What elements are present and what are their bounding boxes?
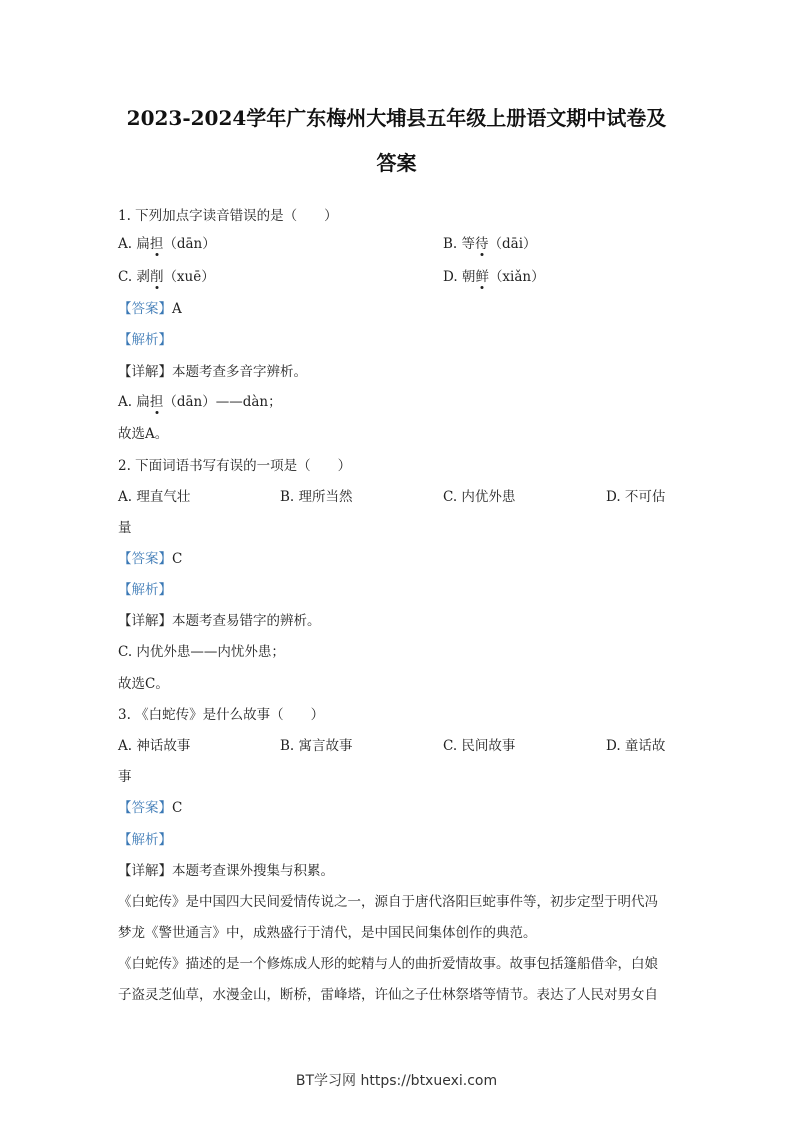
document-title-line2: 答案	[376, 151, 417, 175]
q3-analysis-label: 【解析】	[118, 832, 172, 848]
q1-option-a: A. 扁担（dān）	[118, 236, 216, 252]
q2-explanation: C. 内优外患——内忧外患；	[118, 644, 285, 660]
q3-option-d: D. 童话故	[606, 738, 666, 754]
q3-option-a: A. 神话故事	[118, 738, 191, 754]
q2-option-b: B. 理所当然	[280, 489, 353, 505]
q2-option-d: D. 不可估	[606, 489, 666, 505]
q1-answer: 【答案】A	[118, 301, 182, 317]
q3-stem: 3. 《白蛇传》是什么故事（ ）	[118, 707, 325, 723]
q3-option-c: C. 民间故事	[443, 738, 516, 754]
q3-paragraph2-line2: 子盗灵芝仙草，水漫金山，断桥，雷峰塔，许仙之子仕林祭塔等情节。表达了人民对男女自	[118, 987, 658, 1003]
q3-paragraph1-line1: 《白蛇传》是中国四大民间爱情传说之一，源自于唐代洛阳巨蛇事件等，初步定型于明代冯	[118, 894, 658, 910]
q3-option-b: B. 寓言故事	[280, 738, 353, 754]
q1-stem: 1. 下列加点字读音错误的是（ ）	[118, 208, 338, 224]
q3-option-d-wrap: 事	[118, 769, 132, 785]
q2-option-c: C. 内优外患	[443, 489, 516, 505]
q2-stem: 2. 下面词语书写有误的一项是（ ）	[118, 458, 352, 474]
footer-watermark: BT学习网 https://btxuexi.com	[295, 1073, 498, 1089]
q2-choose: 故选C。	[118, 676, 169, 692]
q2-answer: 【答案】C	[118, 551, 183, 567]
document-title-line1: 2023-2024学年广东梅州大埔县五年级上册语文期中试卷及	[126, 106, 667, 130]
q1-detail: 【详解】本题考查多音字辨析。	[118, 364, 307, 380]
q1-analysis-label: 【解析】	[118, 332, 172, 348]
q1-choose: 故选A。	[118, 426, 169, 442]
q3-paragraph2-line1: 《白蛇传》描述的是一个修炼成人形的蛇精与人的曲折爱情故事。故事包括篷船借伞，白娘	[118, 956, 658, 972]
q2-option-d-wrap: 量	[118, 520, 132, 536]
q1-explanation: A. 扁担（dān）——dàn；	[118, 394, 282, 410]
q3-detail: 【详解】本题考查课外搜集与积累。	[118, 863, 334, 879]
q3-paragraph1-line2: 梦龙《警世通言》中，成熟盛行于清代，是中国民间集体创作的典范。	[118, 925, 537, 941]
q3-answer: 【答案】C	[118, 800, 183, 816]
q2-option-a: A. 理直气壮	[118, 489, 191, 505]
q1-option-c: C. 剥削（xuē）	[118, 269, 215, 285]
q2-detail: 【详解】本题考查易错字的辨析。	[118, 613, 321, 629]
q2-analysis-label: 【解析】	[118, 582, 172, 598]
q1-option-d: D. 朝鲜（xiǎn）	[443, 269, 545, 285]
q1-option-b: B. 等待（dāi）	[443, 236, 537, 252]
